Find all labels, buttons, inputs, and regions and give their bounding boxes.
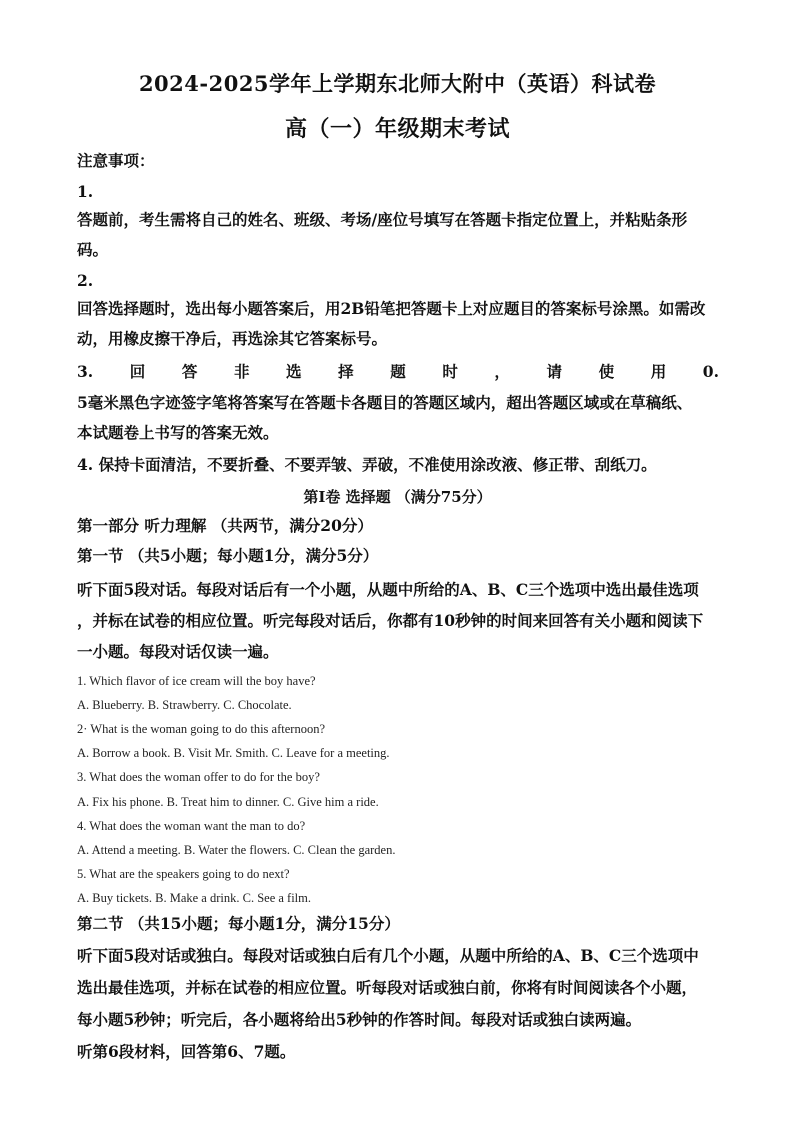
- question-2: 2· What is the woman going to do this afternoon?: [77, 722, 325, 736]
- notice-item2-line1: 回答选择题时，选出每小题答案后，用2B铅笔把答题卡上对应题目的答案标号涂黑。如需改: [77, 299, 706, 318]
- notice-item3-line1: [77, 362, 719, 382]
- notice-item1-number: 1.: [77, 182, 94, 201]
- section2-heading: 第二节 （共15小题；每小题1分，满分15分）: [77, 914, 400, 933]
- section2-material-6: 听第6段材料，回答第6、7题。: [77, 1042, 296, 1061]
- notice-heading: 注意事项：: [77, 151, 155, 170]
- question-1: 1. Which flavor of ice cream will the boy have?: [77, 674, 316, 688]
- exam-title: 2024-2025学年上学期东北师大附中（英语）科试卷: [138, 71, 657, 96]
- question-4: 4. What does the woman want the man to do?: [77, 819, 306, 833]
- question-5-options: A. Buy tickets. B. Make a drink. C. See a film.: [77, 891, 311, 905]
- question-3: 3. What does the woman offer to do for the boy?: [77, 770, 320, 784]
- volume-title: 第Ⅰ卷 选择题 （满分75分）: [303, 488, 492, 506]
- section1-instructions-line2: ，并标在试卷的相应位置。听完每段对话后，你都有10秒钟的时间来回答有关小题和阅读下: [77, 611, 704, 630]
- question-4-options: A. Attend a meeting. B. Water the flowers. C. Clean the garden.: [77, 843, 396, 857]
- question-5: 5. What are the speakers going to do next?: [77, 867, 290, 881]
- notice-item3-word: 使: [598, 362, 615, 381]
- notice-item3-line2: 5毫米黑色字迹签字笔将答案写在答题卡各题目的答题区域内，超出答题区域或在草稿纸、: [77, 393, 693, 412]
- notice-item3-word: 答: [181, 362, 198, 381]
- notice-item3-word: 3.: [77, 362, 94, 381]
- section1-instructions-line1: 听下面5段对话。每段对话后有一个小题，从题中所给的A、B、C三个选项中选出最佳选项: [77, 580, 699, 599]
- section1-instructions-line3: 一小题。每段对话仅读一遍。: [77, 642, 279, 661]
- question-2-options: A. Borrow a book. B. Visit Mr. Smith. C. Leave for a meeting.: [77, 746, 390, 760]
- notice-item1-line1: 答题前，考生需将自己的姓名、班级、考场/座位号填写在答题卡指定位置上，并粘贴条形: [77, 210, 688, 229]
- notice-item3-line3: 本试题卷上书写的答案无效。: [77, 423, 279, 442]
- question-3-options: A. Fix his phone. B. Treat him to dinner. C. Give him a ride.: [77, 795, 379, 809]
- exam-subtitle: 高（一）年级期末考试: [284, 116, 510, 142]
- part1-heading: 第一部分 听力理解 （共两节，满分20分）: [77, 516, 373, 535]
- notice-item3-word: 选: [286, 362, 302, 381]
- notice-item3-word: 非: [233, 362, 250, 381]
- section2-instructions-line3: 每小题5秒钟；听完后，各小题将给出5秒钟的作答时间。每段对话或独白读两遍。: [77, 1010, 642, 1029]
- notice-item3-word: ，: [494, 362, 510, 381]
- notice-item3-word: 用: [650, 362, 667, 381]
- notice-item3-word: 时: [442, 362, 458, 381]
- notice-item3-word: 请: [546, 362, 563, 381]
- notice-item3-word: 回: [129, 362, 146, 381]
- notice-item3-word: 题: [390, 362, 406, 381]
- notice-item2-line2: 动，用橡皮擦干净后，再选涂其它答案标号。: [77, 329, 388, 348]
- notice-item2-number: 2.: [77, 271, 94, 290]
- section1-heading: 第一节 （共5小题；每小题1分，满分5分）: [77, 546, 379, 565]
- notice-item3-word: 择: [338, 362, 354, 381]
- question-1-options: A. Blueberry. B. Strawberry. C. Chocolate.: [77, 698, 292, 712]
- notice-item1-line2: 码。: [77, 240, 109, 259]
- notice-item4: 4. 保持卡面清洁，不要折叠、不要弄皱、弄破，不准使用涂改液、修正带、刮纸刀。: [77, 455, 657, 474]
- section2-instructions-line2: 选出最佳选项，并标在试卷的相应位置。听每段对话或独白前，你将有时间阅读各个小题，: [77, 978, 698, 997]
- notice-item3-word: 0.: [702, 362, 719, 381]
- section2-instructions-line1: 听下面5段对话或独白。每段对话或独白后有几个小题，从题中所给的A、B、C三个选项中: [77, 946, 699, 965]
